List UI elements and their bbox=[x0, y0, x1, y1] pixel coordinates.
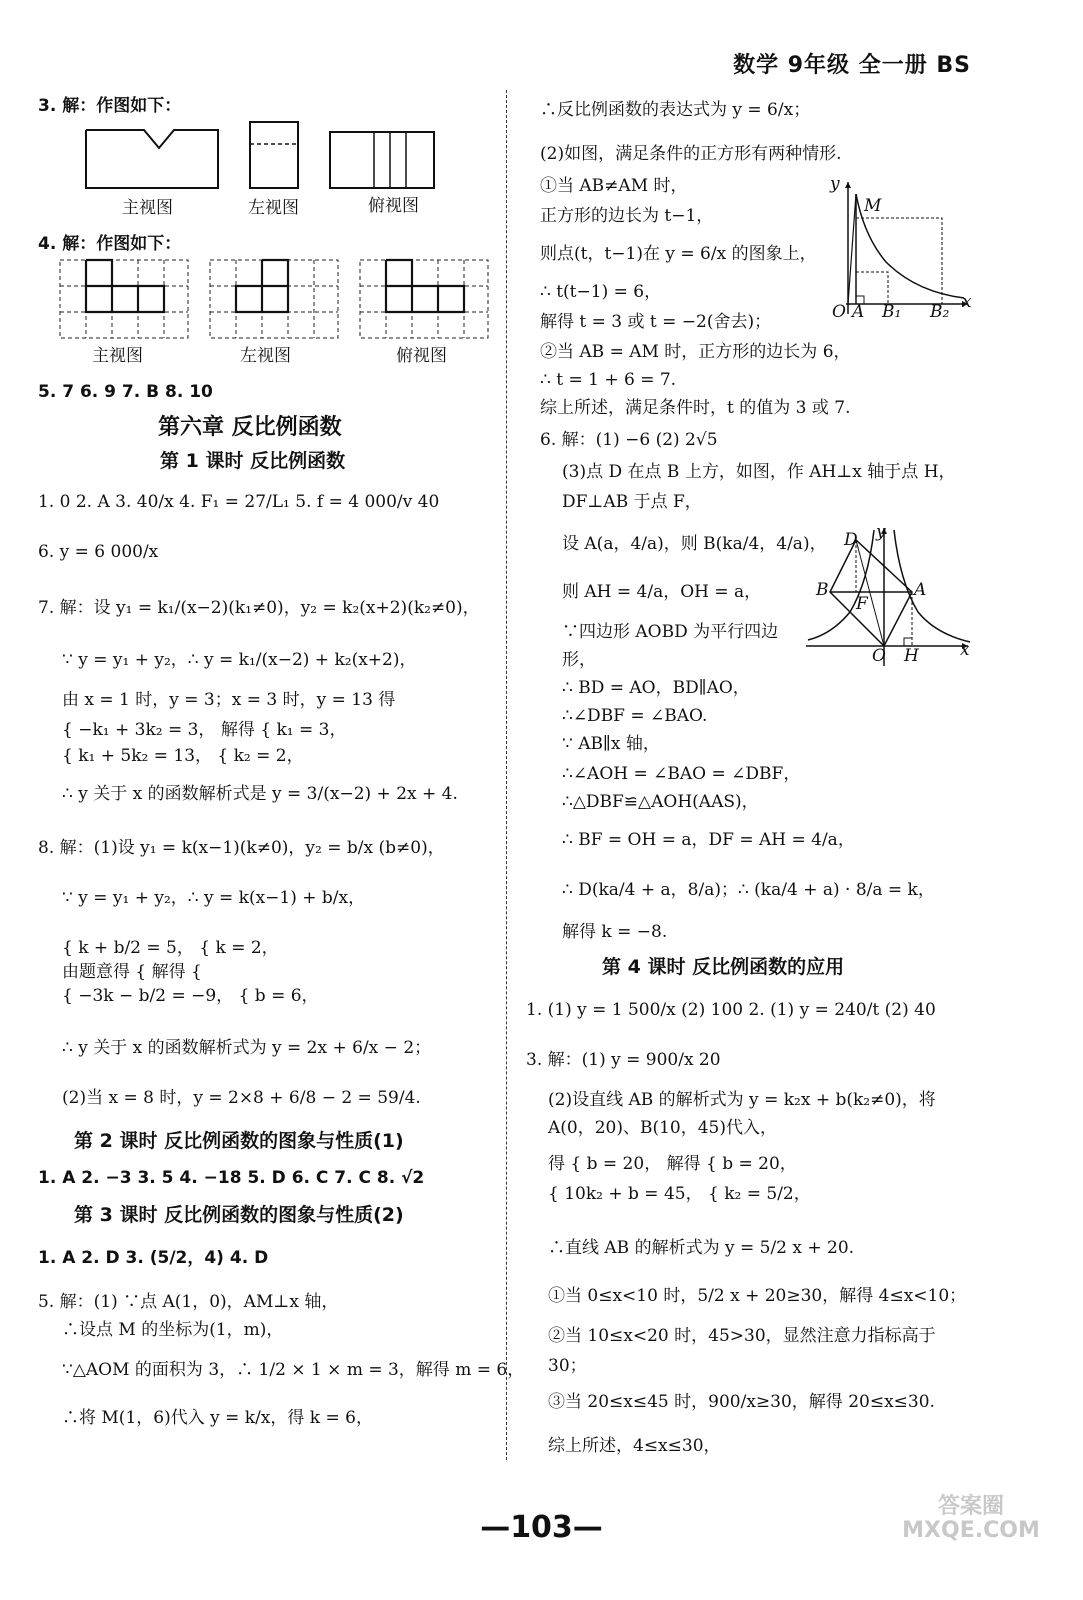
r-q6-line: ∵四边形 AOBD 为平行四边 bbox=[562, 622, 779, 642]
r-q5-line: ∴ t(t−1) = 6， bbox=[540, 282, 662, 302]
q4-caption-left: 左视图 bbox=[240, 346, 291, 366]
lesson3-answers: 1. A 2. D 3. (5/2，4) 4. D bbox=[38, 1248, 269, 1268]
r-q6-line: 6. 解：(1) −6 (2) 2√5 bbox=[540, 430, 718, 450]
fig2-y-label: y bbox=[876, 522, 886, 542]
q7-line: { −k₁ + 3k₂ = 3， 解得 { k₁ = 3， bbox=[62, 720, 347, 740]
q8-line: ∵ y = y₁ + y₂，∴ y = k(x−1) + b/x， bbox=[62, 888, 366, 908]
r-q3-line: 综上所述，4≤x≤30， bbox=[548, 1436, 721, 1456]
q3-caption-front: 主视图 bbox=[122, 198, 173, 218]
r-q6-line: ∴ D(ka/4 + a，8/a)；∴ (ka/4 + a) · 8/a = k， bbox=[562, 880, 935, 900]
r-q5-line: ②当 AB = AM 时，正方形的边长为 6， bbox=[540, 342, 851, 362]
q3-caption-top: 俯视图 bbox=[368, 196, 419, 216]
r-q6-line: 则 AH = 4/a，OH = a， bbox=[562, 582, 762, 602]
lesson1-title: 第 1 课时 反比例函数 bbox=[160, 450, 346, 472]
q8-line: 8. 解：(1)设 y₁ = k(x−1)(k≠0)，y₂ = b/x (b≠0)， bbox=[38, 838, 445, 858]
q5-line: ∴将 M(1，6)代入 y = k/x，得 k = 6， bbox=[62, 1408, 373, 1428]
fig2-A-label: A bbox=[914, 580, 927, 600]
r-q6-line: ∴ BF = OH = a，DF = AH = 4/a， bbox=[562, 830, 855, 850]
q4-label: 4. 解：作图如下： bbox=[38, 234, 182, 254]
r-q3-line: 30； bbox=[548, 1356, 587, 1376]
fig2-O-label: O bbox=[872, 646, 886, 666]
q5-line: 5. 解：(1) ∵点 A(1，0)，AM⊥x 轴， bbox=[38, 1292, 339, 1312]
fig1-B1-label: B₁ bbox=[882, 302, 902, 322]
r-q5-line: (2)如图，满足条件的正方形有两种情形. bbox=[540, 144, 842, 164]
fig1-B2-label: B₂ bbox=[930, 302, 950, 322]
r-q6-line: ∴∠DBF = ∠BAO. bbox=[562, 706, 708, 726]
fig2-H-label: H bbox=[904, 646, 919, 666]
q7-line: ∴ y 关于 x 的函数解析式是 y = 3/(x−2) + 2x + 4. bbox=[62, 784, 458, 804]
q7-line: { k₁ + 5k₂ = 13， { k₂ = 2， bbox=[62, 746, 304, 766]
q3-label: 3. 解：作图如下： bbox=[38, 96, 182, 116]
r-q5-line: ∴ t = 1 + 6 = 7. bbox=[540, 370, 677, 390]
r-q6-line: 设 A(a，4/a)，则 B(ka/4，4/a)， bbox=[562, 534, 827, 554]
parallelogram-graph-figure bbox=[800, 522, 980, 672]
r-q6-line: (3)点 D 在点 B 上方，如图，作 AH⊥x 轴于点 H， bbox=[562, 462, 956, 482]
q8-line: { −3k − b/2 = −9， { b = 6， bbox=[62, 986, 319, 1006]
r-q3-line: ①当 0≤x<10 时，5/2 x + 20≥30，解得 4≤x<10； bbox=[548, 1286, 967, 1306]
r-q3-line: (2)设直线 AB 的解析式为 y = k₂x + b(k₂≠0)，将 bbox=[548, 1090, 936, 1110]
q4-caption-front: 主视图 bbox=[92, 346, 143, 366]
q8-line: (2)当 x = 8 时，y = 2×8 + 6/8 − 2 = 59/4. bbox=[62, 1088, 421, 1108]
fig2-D-label: D bbox=[844, 530, 858, 550]
answers-5-8: 5. 7 6. 9 7. B 8. 10 bbox=[38, 382, 213, 402]
fig2-B-label: B bbox=[816, 580, 829, 600]
q4-figures bbox=[58, 258, 498, 340]
q7-line: 由 x = 1 时，y = 3；x = 3 时，y = 13 得 bbox=[62, 690, 396, 710]
q3-caption-left: 左视图 bbox=[248, 198, 299, 218]
r-q5-line: 综上所述，满足条件时，t 的值为 3 或 7. bbox=[540, 398, 851, 418]
lesson1-q6: 6. y = 6 000/x bbox=[38, 542, 159, 562]
fig1-O-label: O bbox=[832, 302, 846, 322]
q8-line: ∴ y 关于 x 的函数解析式为 y = 2x + 6/x − 2； bbox=[62, 1038, 432, 1058]
lesson4-title: 第 4 课时 反比例函数的应用 bbox=[602, 956, 845, 978]
q4-caption-top: 俯视图 bbox=[396, 346, 447, 366]
q5-line: ∵△AOM 的面积为 3，∴ 1/2 × 1 × m = 3，解得 m = 6， bbox=[62, 1360, 525, 1380]
lesson1-answers: 1. 0 2. A 3. 40/x 4. F₁ = 27/L₁ 5. f = 4 000/v 40 bbox=[38, 492, 440, 512]
r-q6-line: 解得 k = −8. bbox=[562, 922, 668, 942]
r-q3-line: 3. 解：(1) y = 900/x 20 bbox=[526, 1050, 721, 1070]
r-q6-line: ∴ BD = AO，BD∥AO， bbox=[562, 678, 750, 698]
lesson3-title: 第 3 课时 反比例函数的图象与性质(2) bbox=[74, 1204, 404, 1226]
r-q6-line: ∴△DBF≌△AOH(AAS)， bbox=[562, 792, 759, 812]
r-q6-line: DF⊥AB 于点 F， bbox=[562, 492, 702, 512]
r-q5-line: 则点(t，t−1)在 y = 6/x 的图象上， bbox=[540, 244, 817, 264]
r-q6-line: ∴∠AOH = ∠BAO = ∠DBF， bbox=[562, 764, 801, 784]
page-header: 数学 9年级 全一册 BS bbox=[733, 53, 971, 78]
fig1-A-label: A bbox=[852, 302, 865, 322]
square-graph-figure bbox=[826, 174, 976, 324]
r-q3-line: ③当 20≤x≤45 时，900/x≥30，解得 20≤x≤30. bbox=[548, 1392, 935, 1412]
r-q5-line: 解得 t = 3 或 t = −2(舍去)； bbox=[540, 312, 772, 332]
lesson2-answers: 1. A 2. −3 3. 5 4. −18 5. D 6. C 7. C 8. √2 bbox=[38, 1168, 425, 1188]
r-q5-line: ∴反比例函数的表达式为 y = 6/x； bbox=[540, 100, 811, 120]
chapter-title: 第六章 反比例函数 bbox=[158, 415, 342, 440]
q3-figures bbox=[84, 120, 464, 200]
r-q3-line: A(0，20)、B(10，45)代入， bbox=[548, 1118, 778, 1138]
column-divider bbox=[506, 90, 507, 1460]
page-number: —103— bbox=[480, 1510, 603, 1545]
watermark-logo: 答案圈 MXQE.COM bbox=[902, 1494, 1040, 1544]
fig1-M-label: M bbox=[864, 196, 882, 216]
q8-line: 由题意得 { 解得 { bbox=[62, 962, 202, 982]
fig2-x-label: x bbox=[960, 640, 970, 660]
r-q6-line: ∵ AB∥x 轴， bbox=[562, 734, 660, 754]
r-q5-line: ①当 AB≠AM 时， bbox=[540, 176, 688, 196]
fig2-F-label: F bbox=[856, 594, 868, 614]
r-q6-line: 形， bbox=[562, 650, 596, 670]
q7-line: ∵ y = y₁ + y₂，∴ y = k₁/(x−2) + k₂(x+2)， bbox=[62, 650, 417, 670]
r-q5-line: 正方形的边长为 t−1， bbox=[540, 206, 714, 226]
q7-line: 7. 解：设 y₁ = k₁/(x−2)(k₁≠0)，y₂ = k₂(x+2)(k₂≠0)， bbox=[38, 598, 480, 618]
fig1-y-label: y bbox=[830, 174, 840, 194]
r-q3-line: ∴直线 AB 的解析式为 y = 5/2 x + 20. bbox=[548, 1238, 855, 1258]
lesson2-title: 第 2 课时 反比例函数的图象与性质(1) bbox=[74, 1130, 404, 1152]
q5-line: ∴设点 M 的坐标为(1，m)， bbox=[62, 1320, 284, 1340]
r-q3-line: { 10k₂ + b = 45， { k₂ = 5/2， bbox=[548, 1184, 811, 1204]
q8-line: { k + b/2 = 5， { k = 2， bbox=[62, 938, 279, 958]
lesson4-answers: 1. (1) y = 1 500/x (2) 100 2. (1) y = 240/t (2) 40 bbox=[526, 1000, 936, 1020]
r-q3-line: ②当 10≤x<20 时，45>30，显然注意力指标高于 bbox=[548, 1326, 936, 1346]
fig1-x-label: x bbox=[962, 292, 972, 312]
r-q3-line: 得 { b = 20， 解得 { b = 20， bbox=[548, 1154, 797, 1174]
